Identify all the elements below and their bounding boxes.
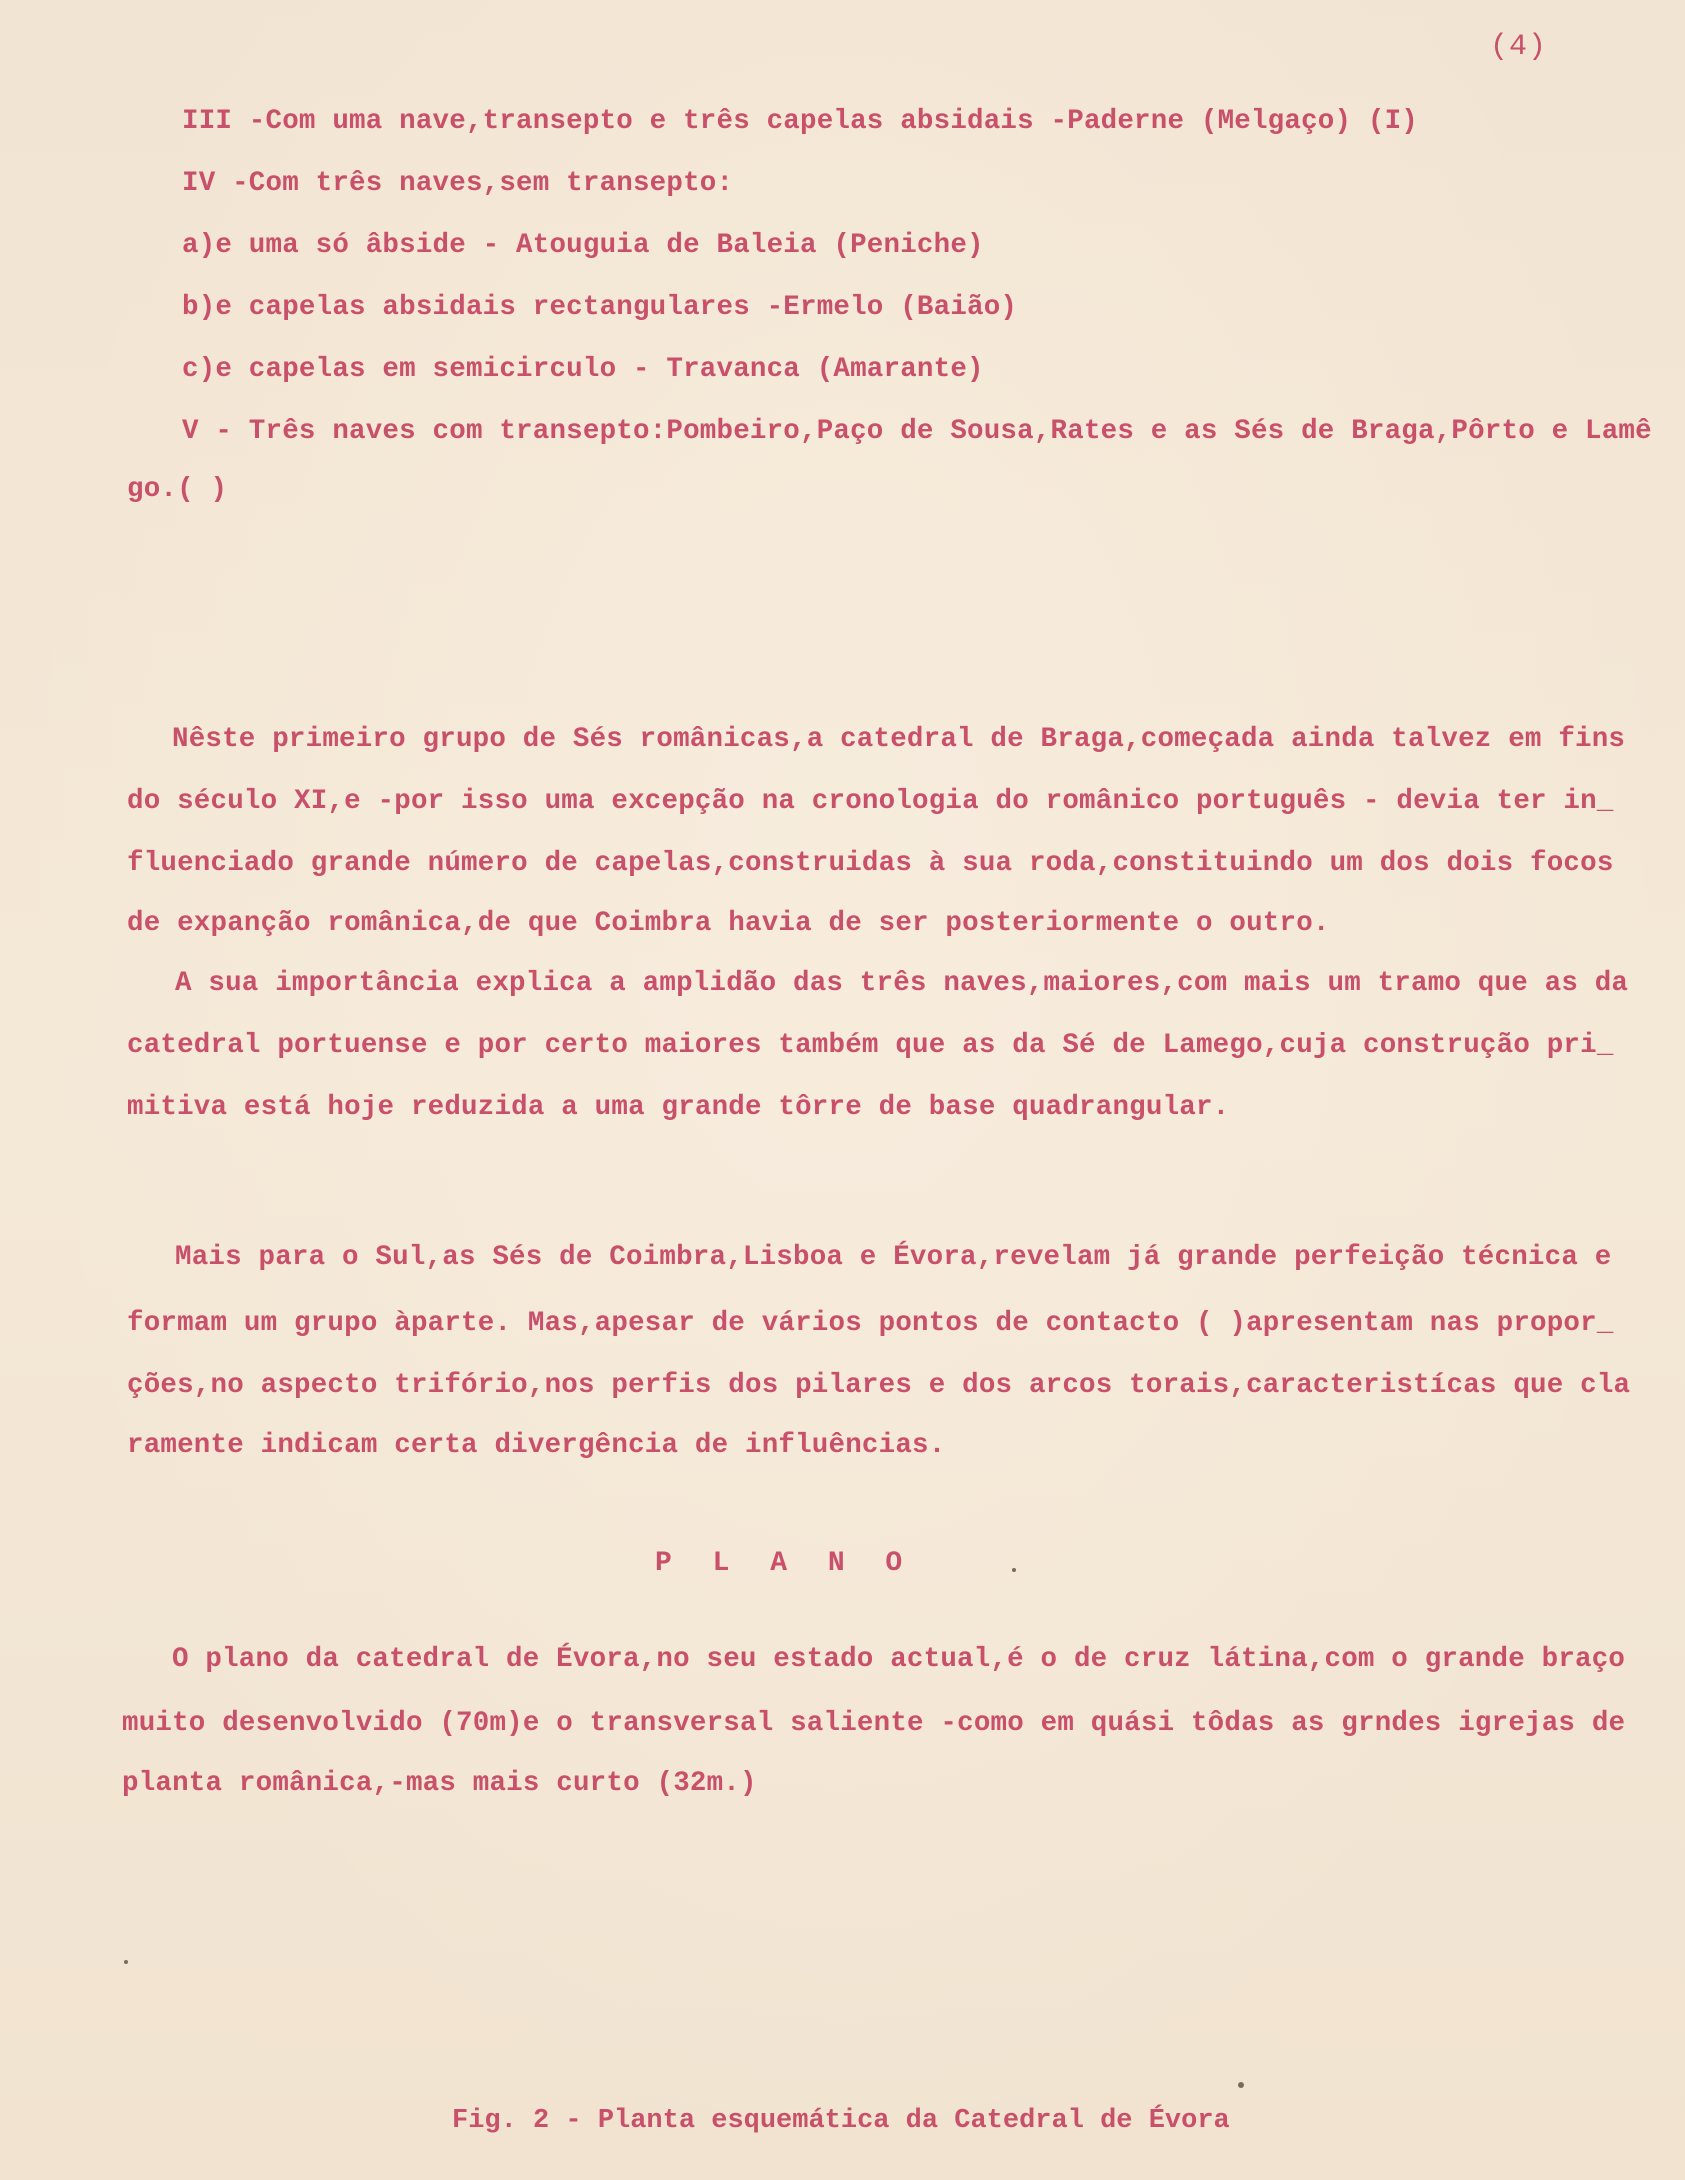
paragraph1-line-1: Nêste primeiro grupo de Sés românicas,a catedral de Braga,começada ainda talvez em fins: [172, 724, 1626, 755]
paragraph3-line-1: Mais para o Sul,as Sés de Coimbra,Lisboa e Évora,revelam já grande perfeição técnica e: [175, 1242, 1612, 1273]
list-line-v: V - Três naves com transepto:Pombeiro,Paço de Sousa,Rates e as Sés de Braga,Pôrto e Lamê: [182, 416, 1652, 447]
list-line-b: b)e capelas absidais rectangulares -Ermelo (Baião): [182, 292, 1018, 323]
list-line-iii: III -Com uma nave,transepto e três capelas absidais -Paderne (Melgaço) (I): [182, 106, 1418, 137]
paper-speck: [1012, 1568, 1016, 1572]
paragraph2-line-3: mitiva está hoje reduzida a uma grande tôrre de base quadrangular.: [127, 1092, 1230, 1123]
list-line-a: a)e uma só âbside - Atouguia de Baleia (Peniche): [182, 230, 984, 261]
list-line-c: c)e capelas em semicirculo - Travanca (Amarante): [182, 354, 984, 385]
paper-speck: [1238, 2082, 1244, 2088]
paragraph3-line-4: ramente indicam certa divergência de influências.: [127, 1430, 946, 1461]
page-number: (4): [1490, 30, 1548, 64]
paragraph2-line-2: catedral portuense e por certo maiores também que as da Sé de Lamego,cuja construção pri_: [127, 1030, 1614, 1061]
list-line-v-cont: go.( ): [127, 474, 228, 505]
paragraph2-line-1: A sua importância explica a amplidão das três naves,maiores,com mais um tramo que as da: [175, 968, 1629, 999]
paragraph3-line-2: formam um grupo àparte. Mas,apesar de vários pontos de contacto ( )apresentam nas propor_: [127, 1308, 1614, 1339]
paragraph1-line-4: de expanção românica,de que Coimbra havia de ser posteriormente o outro.: [127, 908, 1330, 939]
paragraph4-line-3: planta românica,-mas mais curto (32m.): [122, 1768, 757, 1799]
section-heading: P L A N O: [655, 1548, 915, 1579]
paragraph4-line-2: muito desenvolvido (70m)e o transversal saliente -como em quási tôdas as grndes igrejas de: [122, 1708, 1626, 1739]
figure-caption: Fig. 2 - Planta esquemática da Catedral de Évora: [452, 2106, 1230, 2136]
paragraph1-line-3: fluenciado grande número de capelas,construidas à sua roda,constituindo um dos dois focos: [127, 848, 1614, 879]
paragraph3-line-3: ções,no aspecto trifório,nos perfis dos pilares e dos arcos torais,caracteristícas que cla: [127, 1370, 1631, 1401]
paragraph1-line-2: do século XI,e -por isso uma excepção na cronologia do românico português - devia ter in_: [127, 786, 1614, 817]
paper-speck: [124, 1960, 128, 1964]
paragraph4-line-1: O plano da catedral de Évora,no seu estado actual,é o de cruz látina,com o grande braço: [172, 1644, 1626, 1675]
list-line-iv: IV -Com três naves,sem transepto:: [182, 168, 734, 199]
